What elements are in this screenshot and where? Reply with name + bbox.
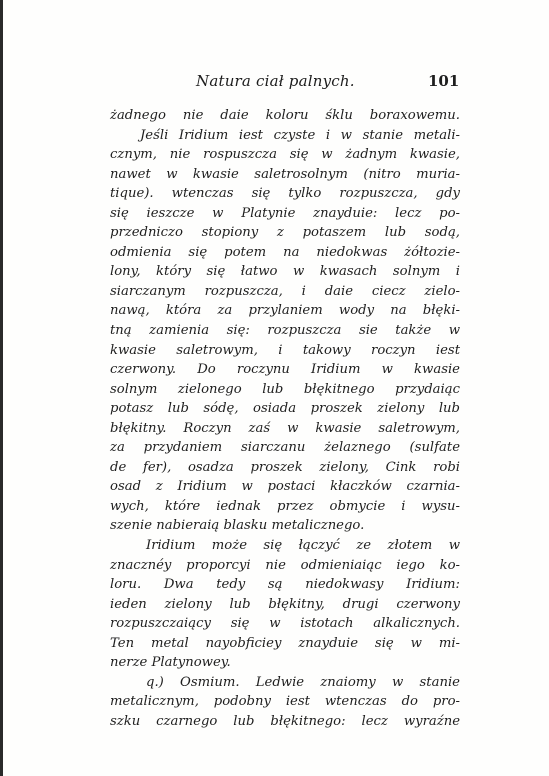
- text-line: potasz lub sódę, osiada proszek zielony lub: [110, 401, 460, 417]
- text-line: szku czarnego lub błękitnego: lecz wyraźne: [110, 713, 460, 729]
- text-line: rozpuszczaiący się w istotach alkalicznych.: [110, 616, 460, 632]
- text-line: tique). wtenczas się tylko rozpuszcza, gdy: [110, 186, 460, 202]
- text-line: odmienia się potem na niedokwas żółtozie-: [110, 244, 460, 260]
- text-line: lony, który się łatwo w kwasach solnym i: [110, 264, 460, 280]
- text-line: Iridium może się łączyć ze złotem w: [146, 538, 460, 554]
- page-number: 101: [428, 72, 460, 90]
- text-line: nawą, która za przylaniem wody na błęki-: [110, 303, 460, 319]
- text-line: błękitny. Roczyn zaś w kwasie saletrowym,: [110, 420, 460, 436]
- text-line: siarczanym rozpuszcza, i daie ciecz zielo-: [110, 283, 460, 299]
- running-title: Natura ciał palnych.: [196, 72, 355, 90]
- text-line: nawet w kwasie saletrosolnym (nitro muria-: [110, 166, 460, 182]
- text-line: Ten metal nayobficiey znayduie się w mi-: [110, 635, 460, 651]
- text-line: żadnego nie daie koloru śklu boraxowemu.: [110, 108, 460, 123]
- text-line: metalicznym, podobny iest wtenczas do pro-: [110, 694, 460, 710]
- text-line: nerze Platynowey.: [110, 655, 231, 671]
- text-line: znacznéy proporcyi nie odmieniaiąc iego ko-: [110, 557, 460, 573]
- text-line: wych, które iednak przez obmycie i wysu-: [110, 498, 460, 514]
- text-line: szenie nabieraią blasku metalicznego.: [110, 518, 365, 534]
- text-line: solnym zielonego lub błękitnego przydaiąc: [110, 381, 460, 397]
- text-line: ieden zielony lub błękitny, drugi czerwony: [110, 596, 460, 612]
- text-line: osad z Iridium w postaci kłaczków czarnia-: [110, 479, 460, 495]
- body-text: [110, 106, 460, 732]
- text-line: się ieszcze w Platynie znayduie: lecz po-: [110, 205, 460, 221]
- text-line: kwasie saletrowym, i takowy roczyn iest: [110, 342, 460, 358]
- page-edge-shadow: [0, 0, 3, 776]
- text-line: cznym, nie rospuszcza się w żadnym kwasie,: [110, 147, 460, 163]
- text-line: Jeśli Iridium iest czyste i w stanie metali-: [140, 127, 460, 143]
- text-line: loru. Dwa tedy są niedokwasy Iridium:: [110, 577, 460, 593]
- text-line: tną zamienia się: rozpuszcza sie także w: [110, 323, 460, 339]
- text-line: czerwony. Do roczynu Iridium w kwasie: [110, 362, 460, 378]
- text-line: de fer), osadza proszek zielony, Cink robi: [110, 459, 460, 475]
- text-line: q.) Osmium. Ledwie znaiomy w stanie: [146, 674, 460, 690]
- text-line: przedniczo stopiony z potaszem lub sodą,: [110, 225, 460, 241]
- text-line: za przydaniem siarczanu żelaznego (sulfate: [110, 440, 460, 456]
